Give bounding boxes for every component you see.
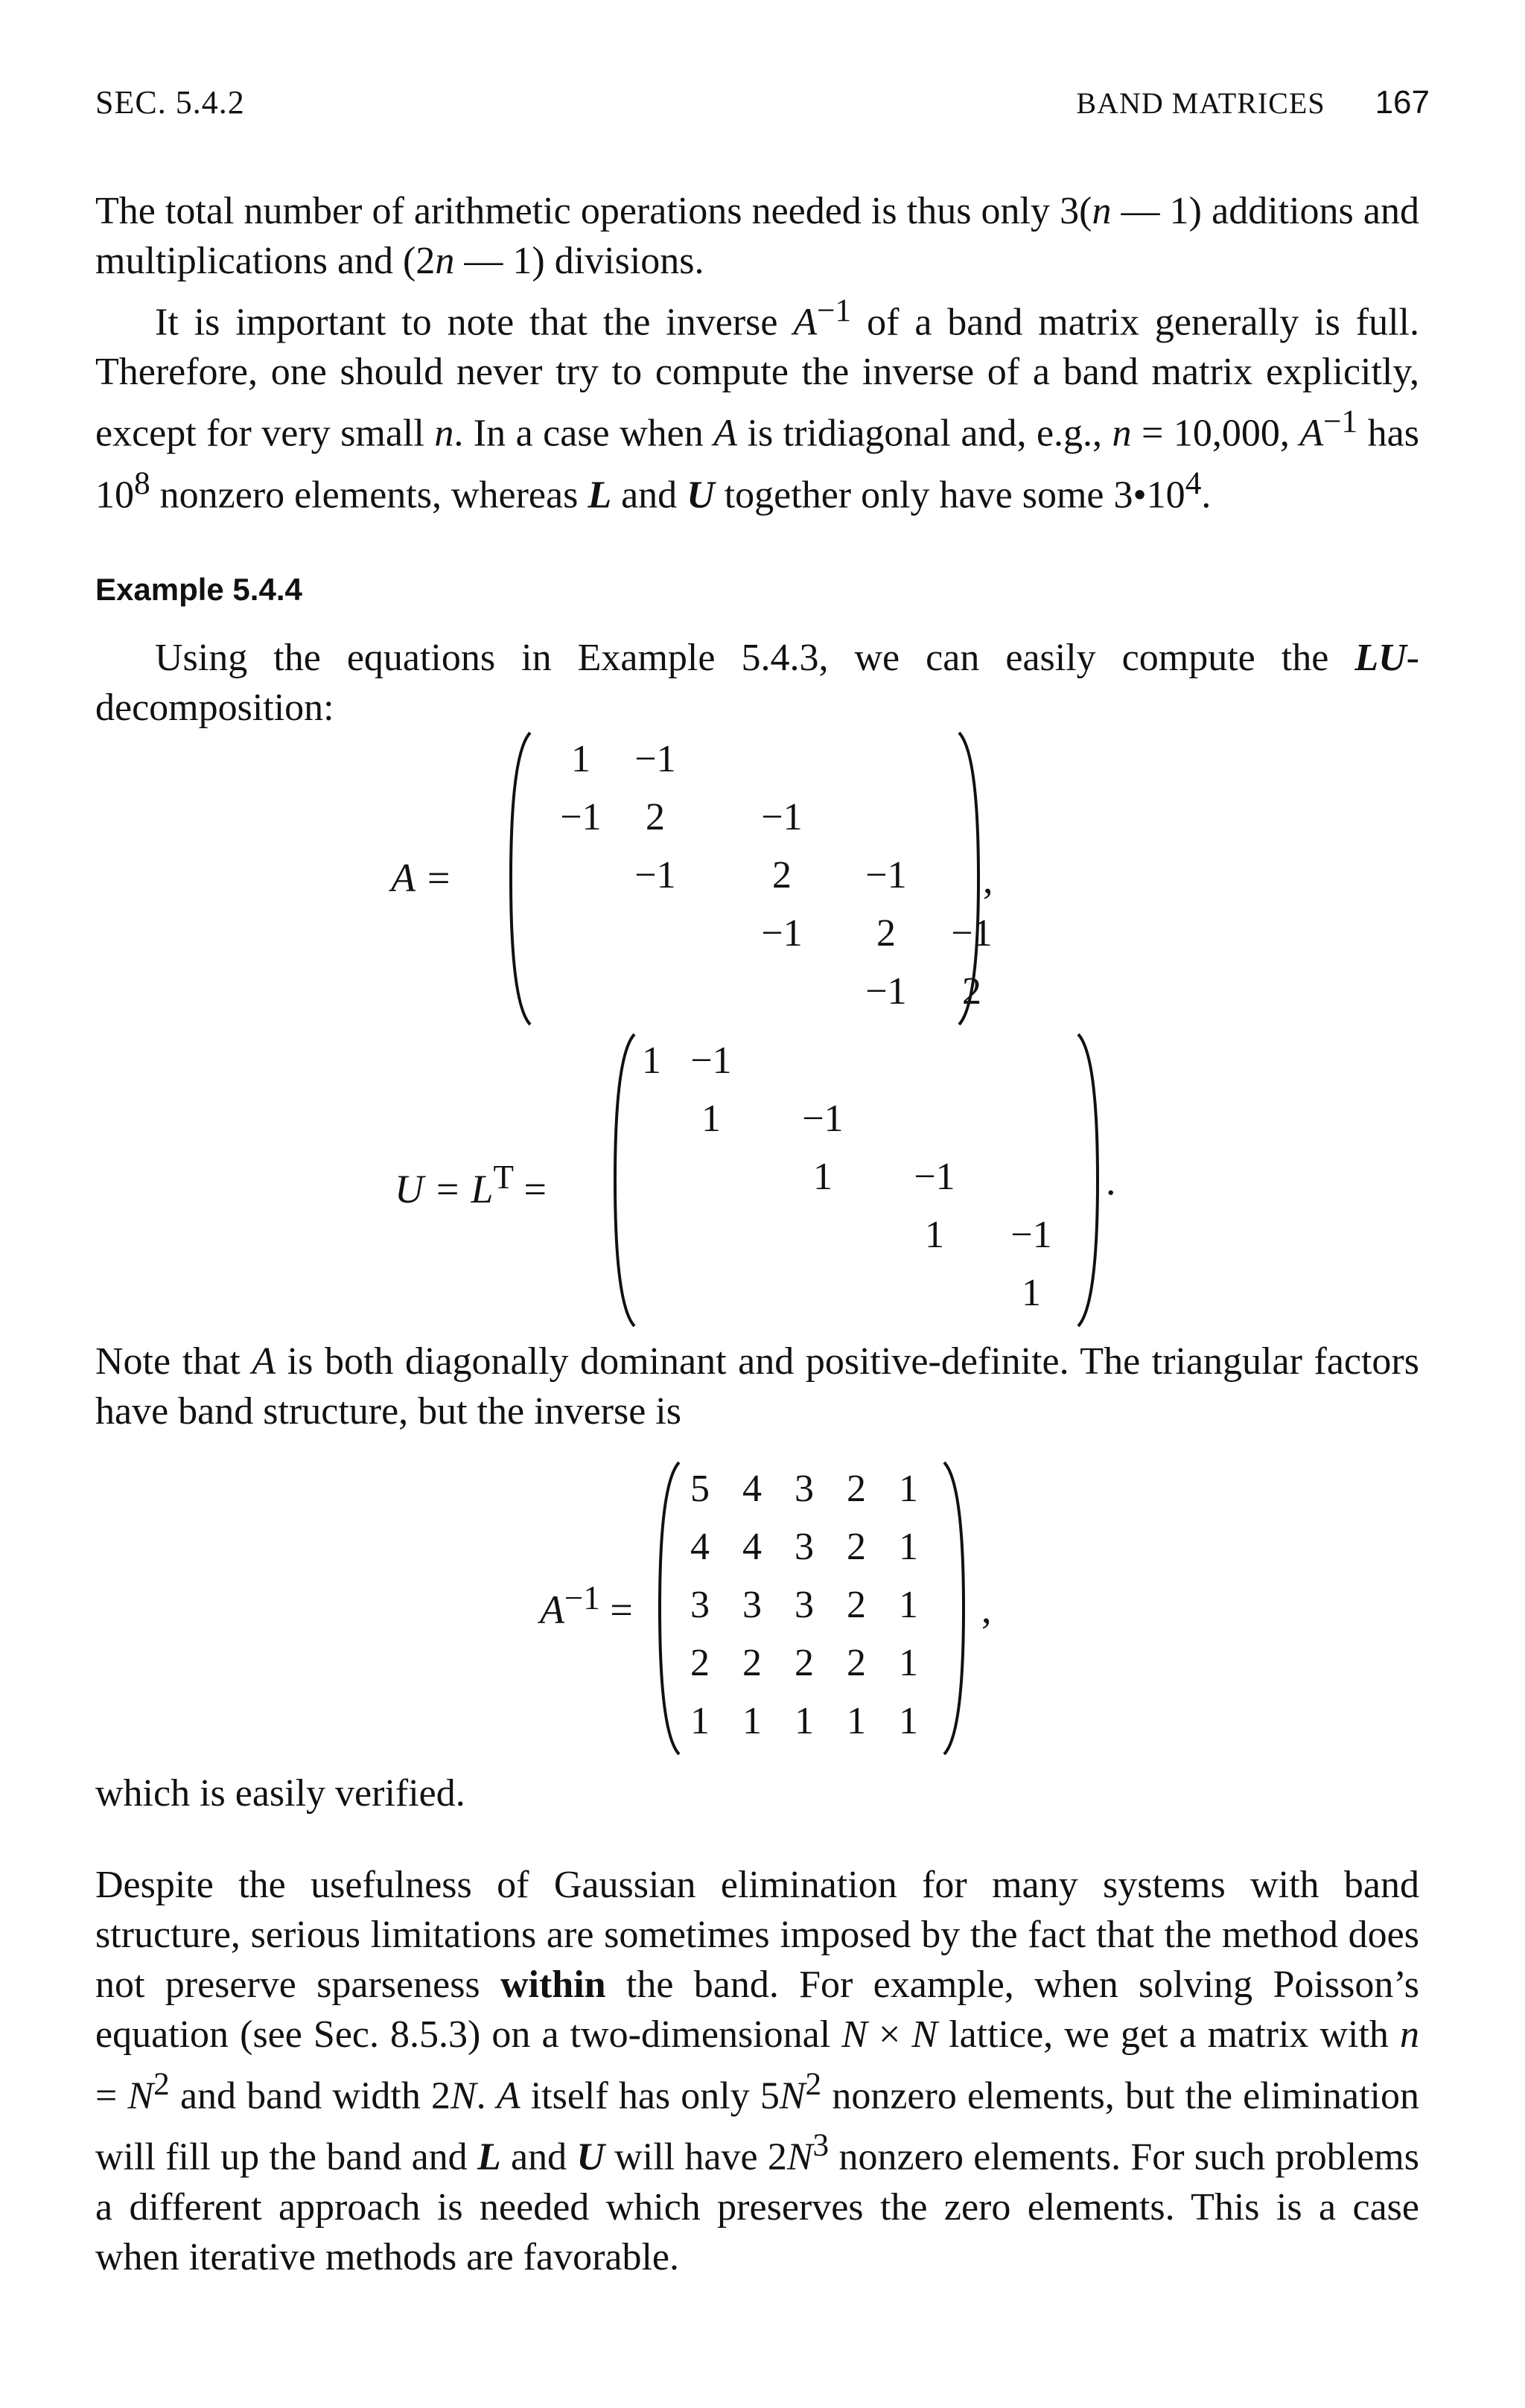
matrix-entry: 2 [795,1642,814,1684]
matrix-entry: −1 [634,738,676,780]
matrix-entry: 1 [1022,1272,1041,1314]
running-header [95,83,1430,128]
matrix-entry: 2 [962,970,981,1013]
matrix-entry: 1 [847,1700,866,1742]
matrix-entry: 1 [795,1700,814,1742]
matrix-right-paren [953,730,983,1028]
matrix-entry: 4 [742,1526,762,1568]
matrix-entry: 2 [847,1584,866,1626]
matrix-entry: 2 [876,912,896,955]
matrix-entry: 1 [742,1700,762,1742]
matrix-entry: −1 [560,796,602,838]
example-heading: Example 5.4.4 [95,572,302,607]
matrix-entry: 1 [899,1642,918,1684]
matrix-entry: 4 [690,1526,710,1568]
matrix-entry: 2 [847,1526,866,1568]
matrix-entry: 1 [571,738,590,780]
paragraph-note-A: Note that A is both diagonally dominant and positive-definite. The triangular factors have band structure, but the inverse is [95,1340,1419,1433]
matrix-entry: 4 [742,1468,762,1510]
matrix-right-paren [1072,1031,1102,1329]
matrix-entry: 1 [925,1214,944,1256]
matrix-entry: −1 [914,1156,955,1198]
matrix-entry: 1 [899,1584,918,1626]
page-number: 167 [1375,84,1430,121]
matrix-entry: −1 [1010,1214,1052,1256]
matrix-left-paren [611,1031,640,1329]
matrix-left-paren [506,730,536,1028]
matrix-entry: 2 [646,796,665,838]
matrix-entry: 1 [813,1156,832,1198]
matrix-A-comma: , [983,857,993,902]
paragraph-inverse-full: It is important to note that the inverse $A^{-1}$ of a band matrix generally is full. Therefore, one should never try to compute the inverse of a band matrix explicitly, except for very small n. In a case when A is tridiagonal and, e.g., n = 10,000, $A^{-1}$ has $10^8$ nonzero elements, whereas L and U together only have some $3•10^4$. [95,293,1420,516]
matrix-entry: −1 [634,854,676,896]
matrix-entry: 3 [795,1468,814,1510]
paragraph-limitations: Despite the usefulness of Gaussian elimination for many systems with band structure, serious limitations are sometimes imposed by the fact that the method does not preserve sparseness within the band. For example, when solving Poisson’s equation (see Sec. 8.5.3) on a two-dimensional N × N lattice, we get a matrix with $n = N^2$ and band width 2N. A itself has only $5N^2$ nonzero elements, but the elimination will fill up the band and L and U will have $2N^3$ nonzero elements. For such problems a different approach is needed which preserves the zero elements. This is a case when iterative methods are favorable. [95,1864,1420,2278]
matrix-entry: 1 [899,1526,918,1568]
paragraph-operations-count: The total number of arithmetic operations needed is thus only 3(n — 1) additions and multiplications and (2n — 1) divisions. [95,190,1419,282]
header-right [1076,83,1430,121]
matrix-entry: −1 [865,854,907,896]
matrix-A-inverse [670,1459,968,1757]
matrix-U-label: $U = L^T$ = [395,1159,547,1211]
matrix-inverse-comma: , [981,1587,992,1631]
matrix-entry: 1 [899,1468,918,1510]
matrix-right-paren [938,1459,968,1757]
matrix-entry: 3 [742,1584,762,1626]
paragraph-example-intro: Using the equations in Example 5.4.3, we can easily compute the LU-decomposition: [95,637,1419,729]
matrix-entry: 2 [742,1642,762,1684]
matrix-entry: 5 [690,1468,710,1510]
matrix-entry: −1 [690,1039,732,1082]
matrix-entry: −1 [761,796,803,838]
matrix-U [618,1031,1095,1329]
matrix-entry: 1 [701,1098,721,1140]
matrix-entry: 2 [847,1642,866,1684]
matrix-left-paren [655,1459,685,1757]
matrix-inverse-label: $A^{-1}$ = [540,1579,633,1632]
matrix-A [506,730,1042,1028]
matrix-entry: −1 [802,1098,844,1140]
matrix-entry: 2 [772,854,792,896]
matrix-entry: −1 [761,912,803,955]
section-number: SEC. 5.4.2 [95,84,245,121]
matrix-entry: 3 [795,1526,814,1568]
matrix-entry: 1 [690,1700,710,1742]
matrix-entry: 2 [847,1468,866,1510]
sentence-verified: which is easily verified. [95,1772,465,1815]
matrix-entry: 3 [795,1584,814,1626]
matrix-entry: 1 [642,1039,661,1082]
matrix-A-label: A = [391,856,452,900]
matrix-entry: 2 [690,1642,710,1684]
matrix-U-period: . [1106,1159,1116,1203]
matrix-entry: −1 [951,912,993,955]
matrix-entry: 1 [899,1700,918,1742]
matrix-entry: 3 [690,1584,710,1626]
matrix-entry: −1 [865,970,907,1013]
chapter-title: BAND MATRICES [1076,86,1325,120]
